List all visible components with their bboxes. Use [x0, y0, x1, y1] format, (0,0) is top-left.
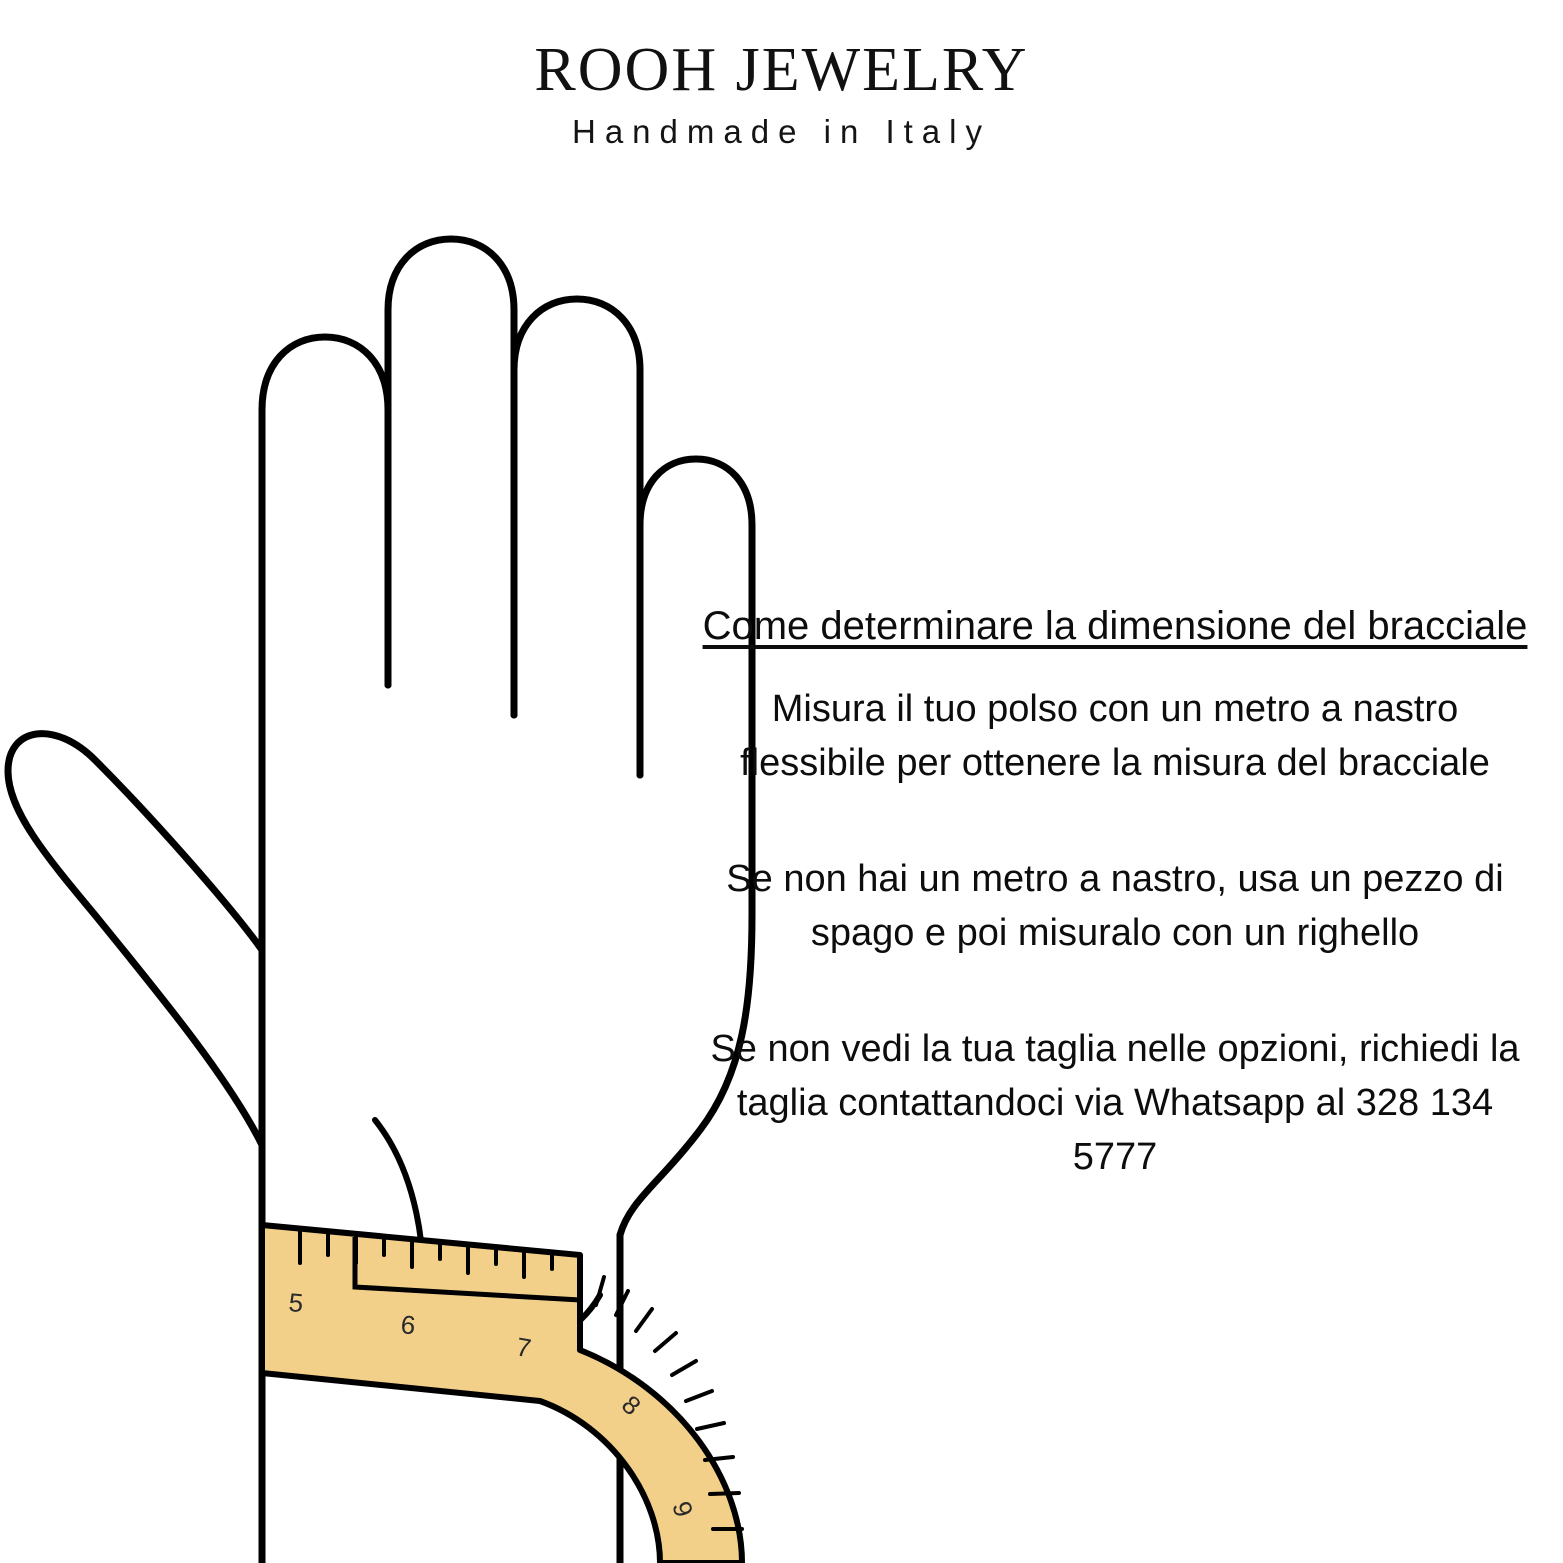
thumb [8, 734, 262, 1145]
measuring-tape [262, 1225, 742, 1563]
tape-number-9: 9 [666, 1497, 700, 1521]
finger-middle [388, 239, 514, 715]
instructions-paragraph-1: Misura il tuo polso con un metro a nastro flessibile per ottenere la misura del bracciale [740, 687, 1490, 784]
instructions-paragraph-3: Se non vedi la tua taglia nelle opzioni, richiedi la taglia contattandoci via Whatsapp al 328 134 5777 [710, 1027, 1520, 1178]
instructions-heading: Come determinare la dimensione del bracciale [702, 604, 1528, 648]
brand-title: ROOH JEWELRY [534, 36, 1029, 104]
finger-ring [514, 299, 640, 775]
tape-number-6: 6 [399, 1309, 417, 1341]
hand-illustration [0, 215, 760, 1563]
brand-tagline: Handmade in Italy [572, 113, 991, 151]
tape-number-8: 8 [615, 1389, 647, 1422]
instructions-block [700, 600, 1530, 1184]
brand-header [0, 38, 1563, 151]
tape-number-5: 5 [287, 1287, 305, 1319]
tape-number-7: 7 [513, 1331, 534, 1364]
finger-index [262, 337, 388, 1175]
instructions-paragraph-2: Se non hai un metro a nastro, usa un pezzo di spago e poi misuralo con un righello [726, 857, 1504, 954]
